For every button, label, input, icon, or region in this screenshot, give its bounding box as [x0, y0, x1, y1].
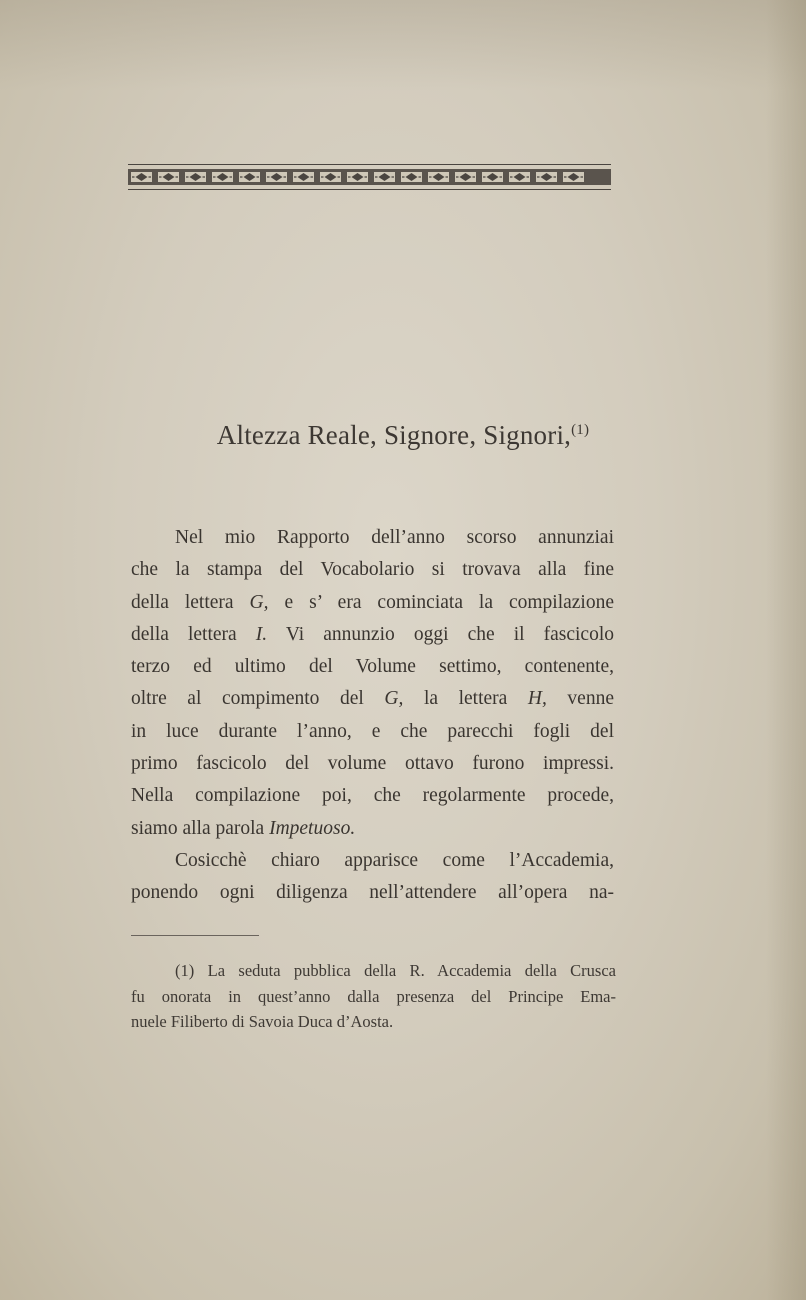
text-run: oltre al compimento del	[131, 688, 385, 710]
body-line	[131, 683, 614, 715]
ornament-motif	[509, 172, 530, 182]
text-run: la lettera	[403, 688, 528, 710]
text-run: Nel mio Rapporto dell’anno scorso annunziai	[175, 527, 614, 548]
text-run: Nella compilazione poi, che regolarmente procede,	[131, 785, 614, 807]
body-line	[131, 877, 614, 909]
ornament-motif	[536, 172, 557, 182]
body-line	[131, 587, 614, 619]
ornamental-header-band	[128, 164, 611, 190]
body-line	[131, 651, 614, 683]
body-line	[131, 845, 614, 877]
body-line	[131, 716, 614, 748]
ornament-motif	[158, 172, 179, 182]
body-line	[131, 522, 614, 554]
ornament-motif	[428, 172, 449, 182]
body-text	[131, 522, 614, 910]
ornament-motif	[266, 172, 287, 182]
italic-term: G,	[384, 688, 404, 710]
footnote-line: fu onorata in quest’anno dalla presenza del Principe Ema-	[131, 986, 616, 1006]
ornament-motif	[401, 172, 422, 182]
text-run: venne	[546, 688, 614, 710]
body-line	[131, 813, 614, 845]
text-run: terzo ed ultimo del Volume settimo, contenente,	[131, 656, 614, 678]
ornament-motif	[347, 172, 368, 182]
ornament-motif	[185, 172, 206, 182]
italic-term: I.	[255, 623, 268, 645]
heading-text: Altezza Reale, Signore, Signori,	[216, 420, 572, 450]
footnote	[131, 958, 616, 1035]
text-run: e s’ era cominciata la compilazione	[268, 591, 615, 613]
text-run: Cosicchè chiaro apparisce come l’Accademia,	[175, 849, 614, 871]
footnote-line: (1) La seduta pubblica della R. Accademia della Crusca	[175, 961, 616, 980]
footnote-separator	[131, 935, 259, 936]
page-edge	[766, 0, 806, 1300]
ornament-motif	[293, 172, 314, 182]
text-run: ponendo ogni diligenza nell’attendere all’opera na-	[131, 882, 614, 904]
text-run: della lettera	[131, 591, 250, 613]
text-run: della lettera	[131, 623, 256, 645]
text-run: primo fascicolo del volume ottavo furono impressi.	[131, 753, 614, 775]
page-shadow	[0, 0, 806, 90]
ornament-motif	[212, 172, 233, 182]
ornament-rule-top	[128, 164, 611, 165]
ornament-pattern	[128, 168, 611, 186]
italic-term: H,	[527, 688, 547, 710]
text-run: in luce durante l’anno, e che parecchi fogli del	[131, 720, 614, 742]
ornament-motif	[455, 172, 476, 182]
ornament-motif	[563, 172, 584, 182]
italic-term: G,	[249, 591, 269, 613]
italic-term: Impetuoso.	[269, 817, 356, 839]
body-line	[131, 780, 614, 812]
body-line	[131, 748, 614, 780]
ornament-motif	[374, 172, 395, 182]
page-heading	[0, 420, 806, 451]
ornament-motif	[239, 172, 260, 182]
text-run: siamo alla parola	[131, 817, 270, 839]
text-run: Vi annunzio oggi che il fascicolo	[267, 623, 614, 645]
ornament-motif	[131, 172, 152, 182]
footnote-line: nuele Filiberto di Savoia Duca d’Aosta.	[131, 1012, 394, 1031]
text-run: che la stampa del Vocabolario si trovava alla fine	[131, 559, 614, 581]
ornament-motif	[320, 172, 341, 182]
heading-footnote-mark: (1)	[571, 422, 590, 438]
body-line	[131, 554, 614, 586]
ornament-rule-bottom	[128, 189, 611, 190]
body-line	[131, 619, 614, 651]
ornament-motif	[482, 172, 503, 182]
